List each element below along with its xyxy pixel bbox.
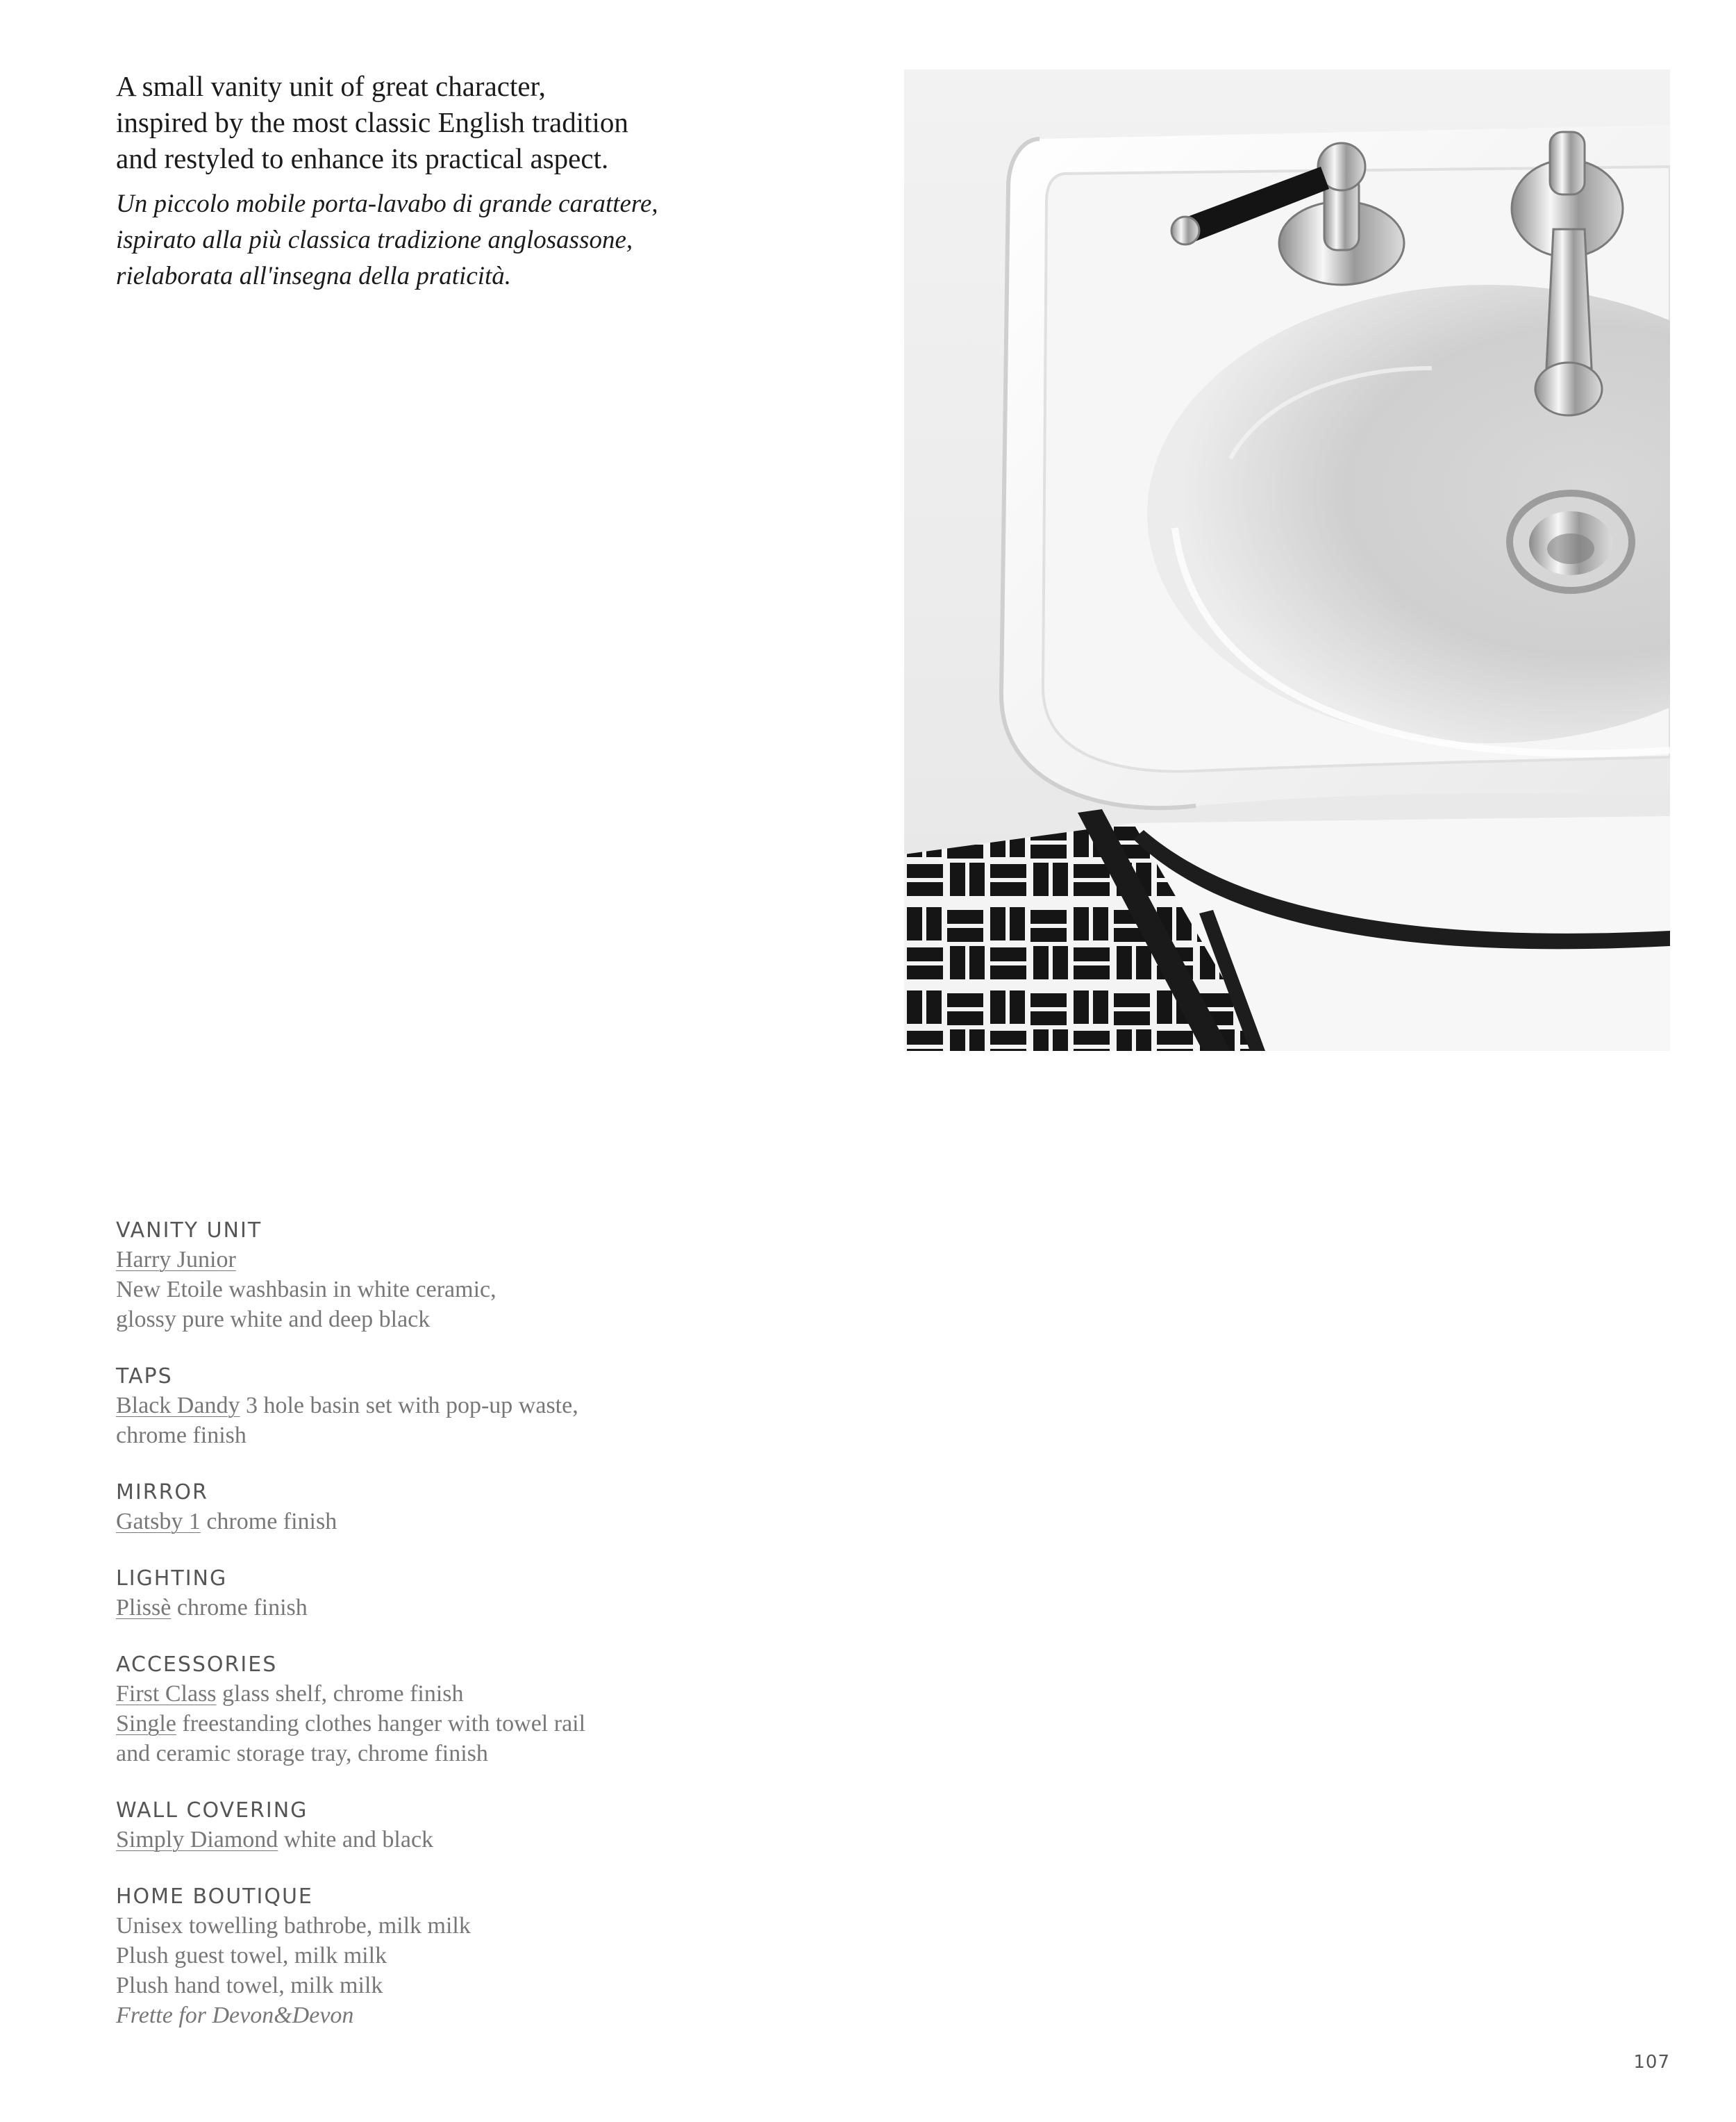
spec-vanity-unit (116, 1217, 810, 1334)
spec-line (116, 1593, 810, 1623)
spec-taps (116, 1363, 810, 1450)
black-dandy-link[interactable]: Black Dandy (116, 1393, 240, 1418)
spec-line: New Etoile washbasin in white ceramic, (116, 1277, 496, 1302)
harry-junior-link[interactable]: Harry Junior (116, 1247, 236, 1273)
spec-line: chrome finish (116, 1423, 247, 1448)
spec-line: glossy pure white and deep black (116, 1307, 431, 1332)
spec-heading: WALL COVERING (116, 1798, 308, 1823)
intro-english-line: and restyled to enhance its practical aspect. (116, 142, 609, 174)
spec-text: 3 hole basin set with pop-up waste, (240, 1393, 578, 1418)
spec-text: glass shelf, chrome finish (216, 1681, 464, 1707)
spec-accessories (116, 1651, 810, 1768)
gatsby-1-link[interactable]: Gatsby 1 (116, 1509, 201, 1534)
spec-mirror (116, 1479, 810, 1536)
intro-english-line: inspired by the most classic English tradition (116, 106, 628, 138)
spec-line (116, 1245, 810, 1275)
spec-line-credit: Frette for Devon&Devon (116, 2003, 354, 2028)
spec-text: white and black (278, 1827, 434, 1852)
spec-text: chrome finish (200, 1509, 337, 1534)
spec-line: Plush hand towel, milk milk (116, 1973, 383, 1998)
intro-italian (116, 186, 741, 295)
spec-line (116, 1391, 810, 1420)
spec-line (116, 1709, 810, 1739)
spec-line: Plush guest towel, milk milk (116, 1943, 387, 1968)
spec-home-boutique (116, 1883, 810, 2030)
product-specifications (116, 1217, 810, 2059)
washbasin-photo-illustration (904, 69, 1670, 1051)
page-number: 107 (1633, 2052, 1670, 2073)
intro-text (116, 68, 741, 295)
spec-heading: HOME BOUTIQUE (116, 1884, 313, 1909)
simply-diamond-link[interactable]: Simply Diamond (116, 1827, 278, 1852)
spec-heading: LIGHTING (116, 1566, 228, 1591)
spec-heading: VANITY UNIT (116, 1218, 262, 1243)
spec-line (116, 1679, 810, 1709)
plisse-link[interactable]: Plissè (116, 1595, 172, 1620)
spec-wall-covering (116, 1797, 810, 1855)
spec-heading: ACCESSORIES (116, 1652, 278, 1677)
spec-lighting (116, 1565, 810, 1623)
intro-italian-line: ispirato alla più classica tradizione anglosassone, (116, 226, 633, 254)
intro-english-line: A small vanity unit of great character, (116, 70, 546, 102)
single-link[interactable]: Single (116, 1711, 176, 1736)
spec-line (116, 1825, 810, 1855)
spec-line: Unisex towelling bathrobe, milk milk (116, 1913, 471, 1939)
intro-english (116, 68, 741, 176)
spec-heading: MIRROR (116, 1480, 208, 1505)
spec-heading: TAPS (116, 1364, 173, 1389)
spec-line (116, 1507, 810, 1536)
spec-text: freestanding clothes hanger with towel rail (176, 1711, 586, 1736)
first-class-link[interactable]: First Class (116, 1681, 217, 1707)
intro-italian-line: Un piccolo mobile porta-lavabo di grande carattere, (116, 190, 658, 218)
product-photo (904, 69, 1670, 1051)
spec-text: chrome finish (171, 1595, 308, 1620)
intro-italian-line: rielaborata all'insegna della praticità. (116, 262, 512, 290)
spec-line: and ceramic storage tray, chrome finish (116, 1741, 488, 1766)
